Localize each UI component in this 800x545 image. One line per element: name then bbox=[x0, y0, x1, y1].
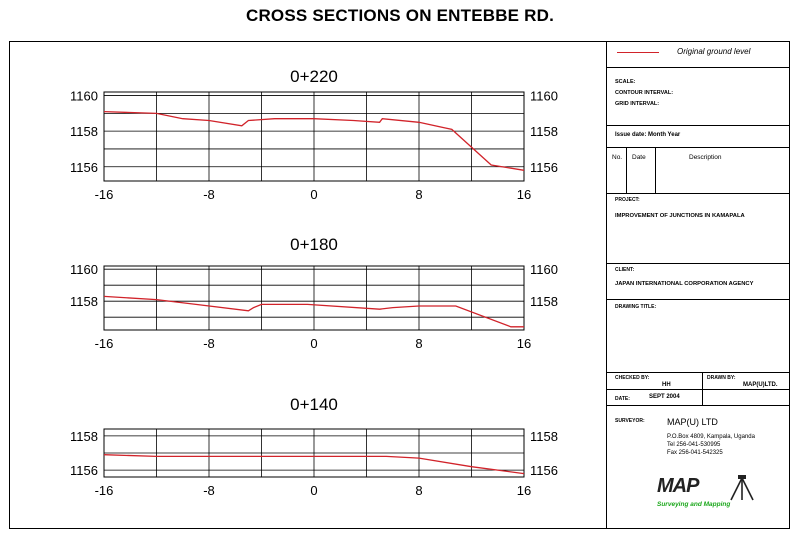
y-tick-label-right: 1158 bbox=[530, 124, 558, 140]
drawn-by-value: MAP(U)LTD. bbox=[743, 382, 778, 388]
x-tick-label: 8 bbox=[415, 483, 423, 498]
chart-title-0+220: 0+220 bbox=[290, 67, 338, 86]
x-tick-label: 0 bbox=[310, 336, 318, 351]
y-tick-label-left: 1160 bbox=[70, 262, 98, 278]
tb-divider bbox=[607, 405, 790, 406]
revision-col-divider bbox=[626, 147, 627, 193]
y-tick-label-left: 1158 bbox=[70, 294, 98, 310]
y-tick-label-right: 1156 bbox=[530, 159, 558, 175]
y-tick-label-left: 1160 bbox=[70, 88, 98, 104]
drawing-title-label: DRAWING TITLE: bbox=[615, 304, 657, 310]
drawn-by-label: DRAWN BY: bbox=[707, 375, 736, 381]
revision-col-description: Description bbox=[689, 154, 722, 161]
chart-title-0+180: 0+180 bbox=[290, 235, 338, 254]
surveyor-phone: Tel 256-041-530995 bbox=[667, 442, 721, 448]
scale-label: SCALE: bbox=[615, 79, 636, 85]
revision-col-no: No. bbox=[612, 154, 623, 161]
date-value: SEPT 2004 bbox=[649, 394, 680, 400]
tb-divider bbox=[607, 125, 790, 126]
y-tick-label-right: 1160 bbox=[530, 262, 558, 278]
legend-swatch bbox=[617, 52, 659, 53]
x-tick-label: -16 bbox=[94, 187, 114, 202]
grid-interval-label: GRID INTERVAL: bbox=[615, 101, 660, 107]
chart-title-0+140: 0+140 bbox=[290, 395, 338, 414]
project-value: IMPROVEMENT OF JUNCTIONS IN KAMAPALA bbox=[615, 213, 745, 219]
company-logo bbox=[657, 475, 777, 515]
tb-divider bbox=[607, 389, 790, 390]
date-label: DATE: bbox=[615, 396, 630, 402]
page-title: CROSS SECTIONS ON ENTEBBE RD. bbox=[245, 6, 555, 25]
logo-tagline: Surveying and Mapping bbox=[657, 501, 731, 508]
client-label: CLIENT: bbox=[615, 267, 635, 273]
checked-by-value: HH bbox=[662, 382, 671, 388]
x-tick-label: 16 bbox=[516, 336, 532, 351]
checked-by-label: CHECKED BY: bbox=[615, 375, 650, 381]
x-tick-label: -8 bbox=[203, 336, 215, 351]
x-tick-label: 16 bbox=[516, 483, 532, 498]
y-tick-label-right: 1160 bbox=[530, 88, 558, 104]
x-tick-label: 8 bbox=[415, 187, 423, 202]
surveyor-fax: Fax 256-041-542325 bbox=[667, 450, 723, 456]
project-label: PROJECT: bbox=[615, 197, 640, 203]
tb-divider bbox=[607, 299, 790, 300]
x-tick-label: 0 bbox=[310, 483, 318, 498]
surveyor-name: MAP(U) LTD bbox=[667, 417, 718, 427]
tb-divider bbox=[607, 147, 790, 148]
y-tick-label-right: 1158 bbox=[530, 428, 558, 444]
legend-label: Original ground level bbox=[677, 47, 751, 56]
x-tick-label: -16 bbox=[94, 336, 114, 351]
revision-col-divider bbox=[655, 147, 656, 193]
y-tick-label-left: 1156 bbox=[70, 463, 98, 479]
y-tick-label-left: 1158 bbox=[70, 124, 98, 140]
contour-interval-label: CONTOUR INTERVAL: bbox=[615, 90, 674, 96]
tb-divider bbox=[607, 67, 790, 68]
title-block bbox=[606, 41, 790, 529]
y-tick-label-left: 1156 bbox=[70, 159, 98, 175]
tb-divider bbox=[607, 372, 790, 373]
tb-divider bbox=[607, 193, 790, 194]
issue-date: Issue date: Month Year bbox=[615, 132, 681, 138]
tb-divider bbox=[607, 263, 790, 264]
logo-mark: MAP bbox=[657, 475, 699, 497]
client-value: JAPAN INTERNATIONAL CORPORATION AGENCY bbox=[615, 281, 754, 287]
y-tick-label-left: 1158 bbox=[70, 428, 98, 444]
x-tick-label: -8 bbox=[203, 187, 215, 202]
survey-tripod-icon bbox=[727, 475, 757, 501]
x-tick-label: 16 bbox=[516, 187, 532, 202]
surveyor-label: SURVEYOR: bbox=[615, 418, 645, 424]
y-tick-label-right: 1156 bbox=[530, 463, 558, 479]
x-tick-label: -16 bbox=[94, 483, 114, 498]
surveyor-address: P.O.Box 4809, Kampala, Uganda bbox=[667, 434, 755, 440]
y-tick-label-right: 1158 bbox=[530, 294, 558, 310]
x-tick-label: 0 bbox=[310, 187, 318, 202]
revision-col-date: Date bbox=[632, 154, 646, 161]
x-tick-label: -8 bbox=[203, 483, 215, 498]
x-tick-label: 8 bbox=[415, 336, 423, 351]
